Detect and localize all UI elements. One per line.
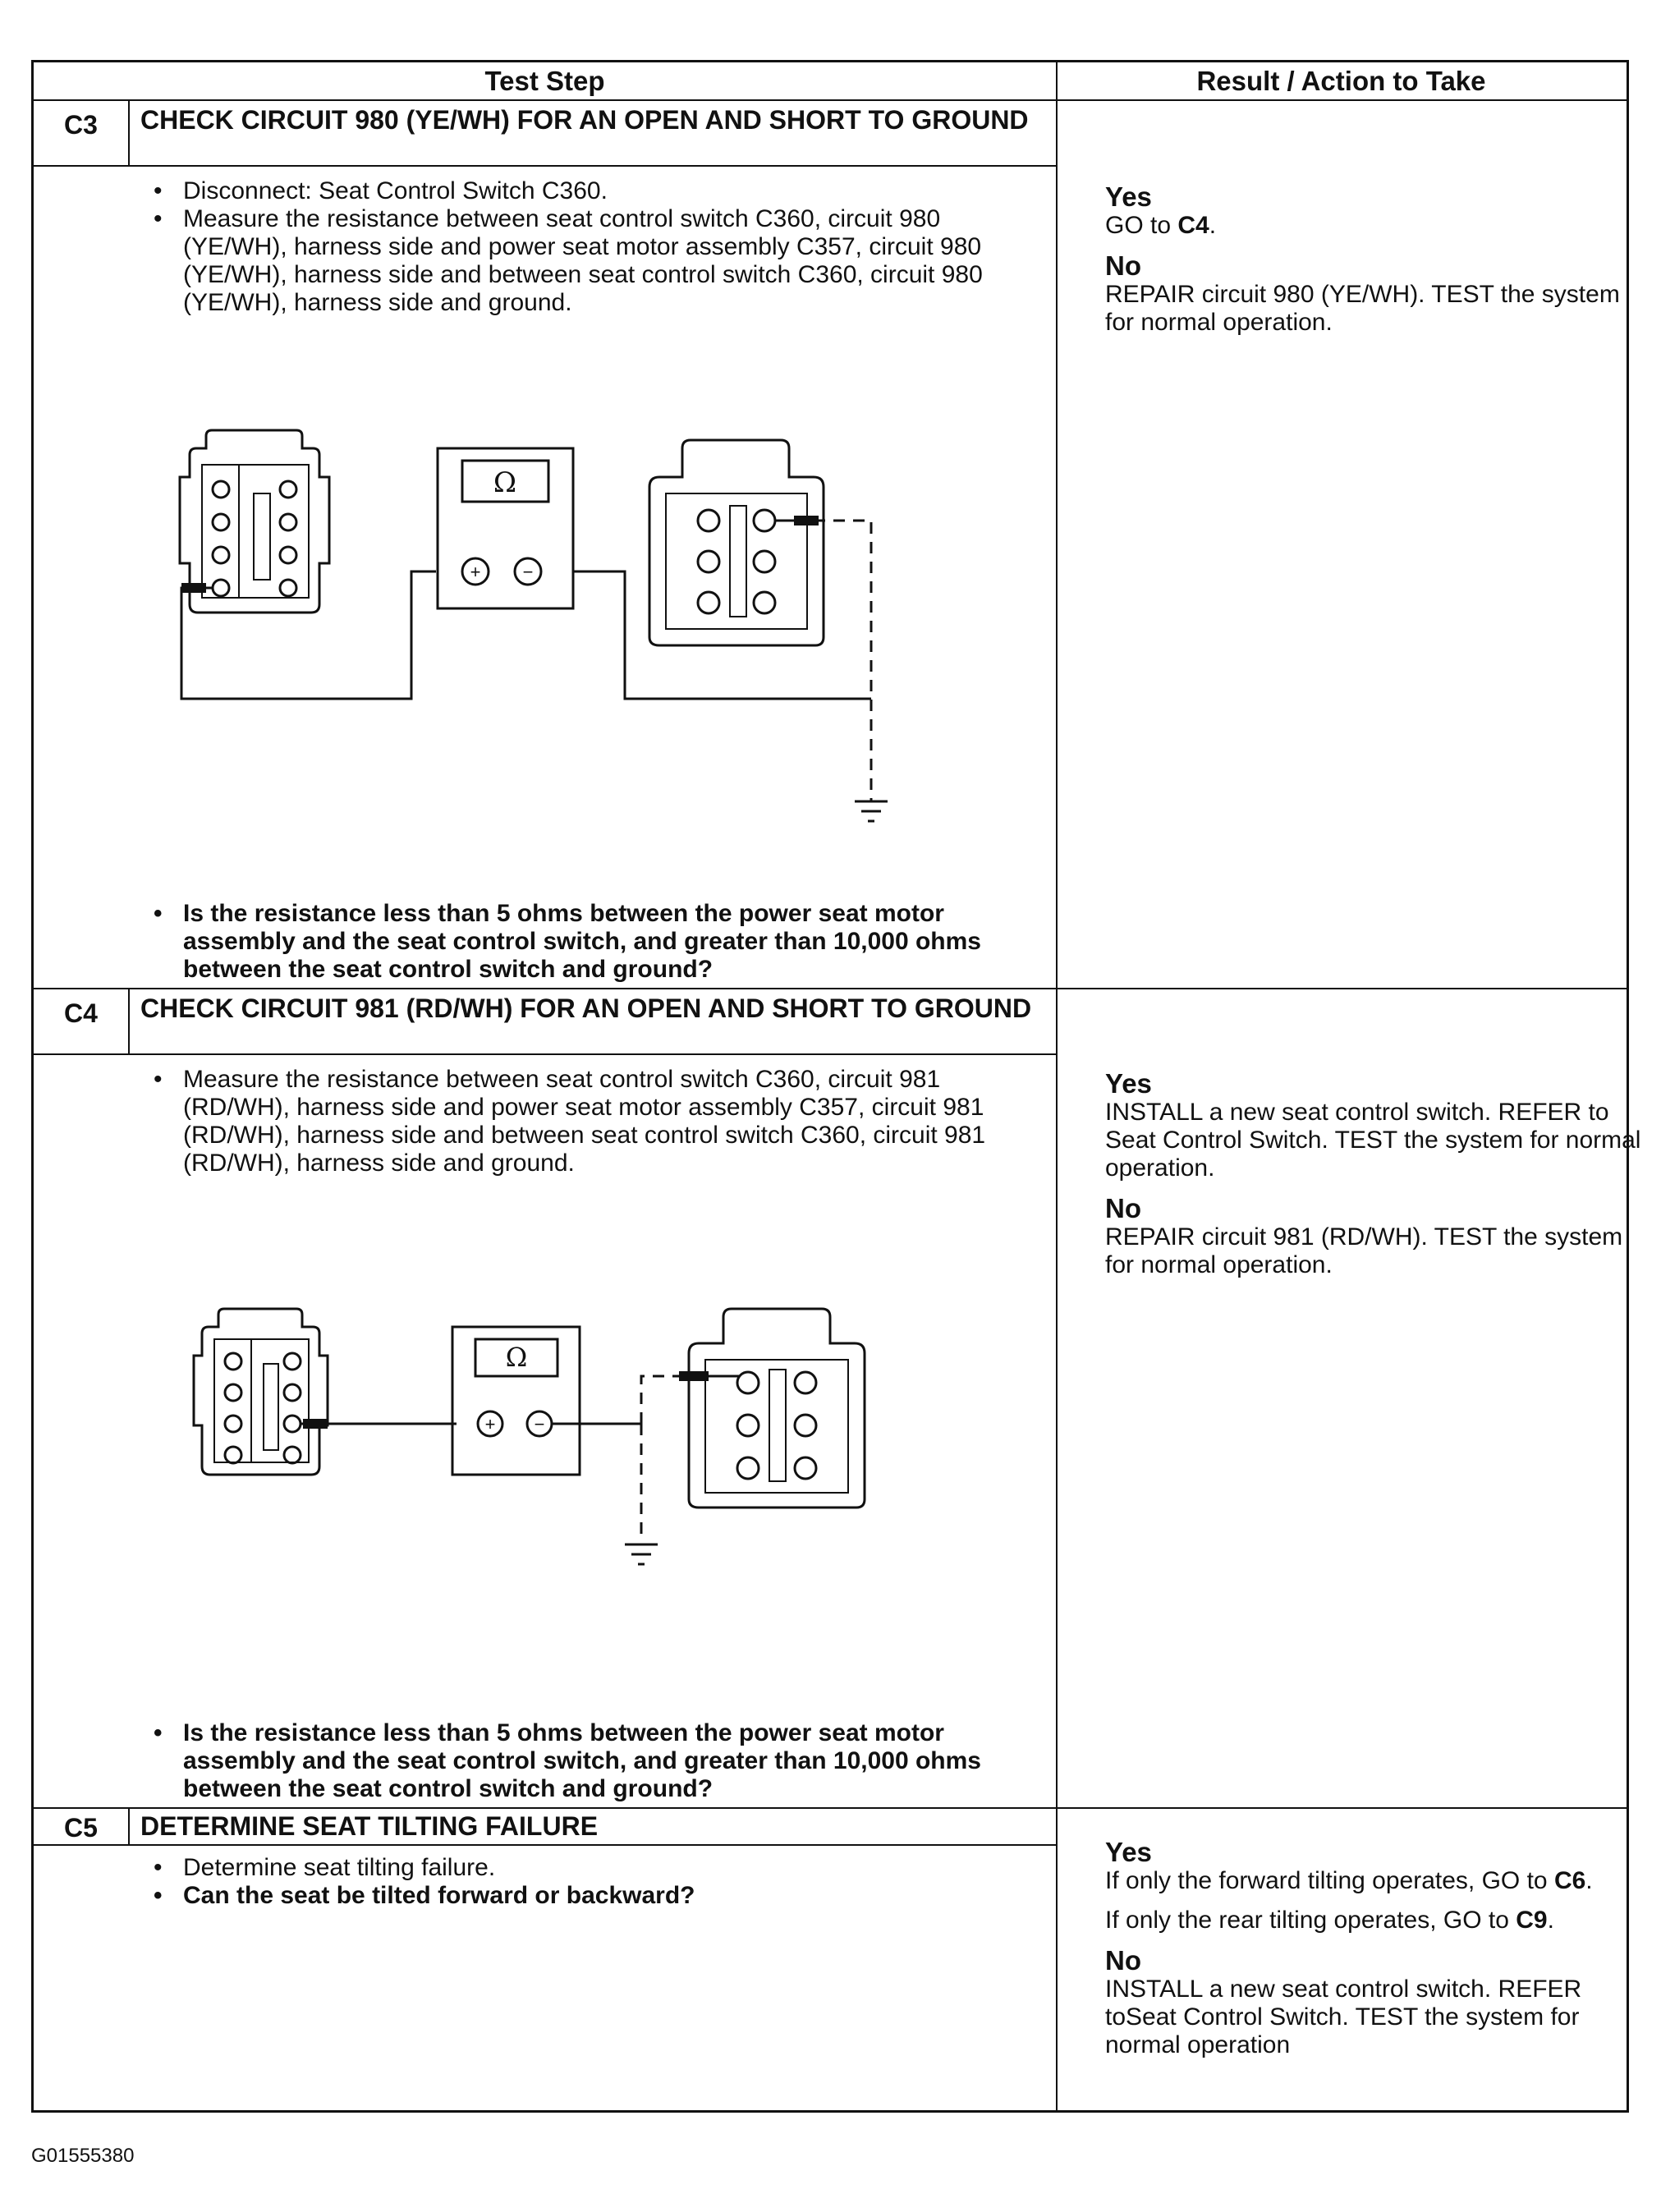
id-divider-c5 [128,1807,130,1844]
question-item: • Is the resistance less than 5 ohms between the power seat motor assembly and the seat control switch, and greater than 10,000 ohms between the seat control switch and ground? [140,1719,1035,1803]
step-link-c4[interactable]: C4 [1177,212,1209,239]
header-divider [34,99,1627,101]
header-result-action: Result / Action to Take [1196,66,1486,96]
no-action: INSTALL a new seat control switch. REFER toSeat Control Switch. TEST the system for normal operation [1105,1976,1582,2058]
step-id-c3: C3 [64,110,98,140]
result-c3 [1105,171,1655,337]
step-instructions-c3 [140,177,1035,317]
id-divider-c3 [128,99,130,165]
figure-code: G01555380 [31,2145,135,2167]
header-test-step: Test Step [484,66,605,96]
no-action: REPAIR circuit 981 (RD/WH). TEST the system for normal operation. [1105,1223,1623,1278]
instruction-item: • Measure the resistance between seat control switch C360, circuit 980 (YE/WH), harness side and power seat motor assembly C357, circuit 980 (YE/WH), harness side and between seat control switch C360, circuit 980 (YE/WH), harness side and ground. [140,205,1035,317]
step-instructions-c5 [140,1854,1035,1910]
yes-action: INSTALL a new seat control switch. REFER to Seat Control Switch. TEST the system for normal operation. [1105,1099,1641,1182]
result-c5 [1105,1826,1655,2059]
row-divider-c4-c5 [34,1807,1627,1809]
yes-action-forward: If only the forward tilting operates, GO to C6. [1105,1867,1593,1894]
result-c4 [1105,1058,1655,1279]
step-id-c5: C5 [64,1813,98,1843]
column-divider [1056,62,1058,2110]
question-item: • Can the seat be tilted forward or backward? [140,1882,1035,1910]
instruction-item: • Measure the resistance between seat control switch C360, circuit 981 (RD/WH), harness side and power seat motor assembly C357, circuit 981 (RD/WH), harness side and between seat control switch C360, circuit 981 (RD/WH), harness side and ground. [140,1066,1035,1177]
instruction-item: • Disconnect: Seat Control Switch C360. [140,177,1035,205]
step-link-c6[interactable]: C6 [1553,1867,1586,1894]
step-title-c4: CHECK CIRCUIT 981 (RD/WH) FOR AN OPEN AND SHORT TO GROUND [140,994,1032,1023]
svg-text:−: − [534,1414,545,1434]
svg-text:−: − [522,562,534,582]
step-title-c5: DETERMINE SEAT TILTING FAILURE [140,1811,599,1841]
instruction-item: • Determine seat tilting failure. [140,1854,1035,1882]
step-question-c4 [140,1719,1035,1803]
step-question-c3 [140,900,1035,984]
ohm-symbol-c3: Ω [493,466,517,499]
test-step-table [31,60,1641,2113]
step-title-c3: CHECK CIRCUIT 980 (YE/WH) FOR AN OPEN AND SHORT TO GROUND [140,105,1029,135]
title-divider-c4 [34,1053,1056,1055]
yes-label: Yes [1105,1068,1152,1099]
no-label: No [1105,250,1141,281]
id-divider-c4 [128,988,130,1053]
wiring-diagram-c4 [181,1294,904,1639]
step-instructions-c4 [140,1066,1035,1177]
no-label: No [1105,1945,1141,1976]
step-id-c4: C4 [64,998,98,1028]
yes-action: GO to C4. [1105,212,1217,239]
wiring-diagram-c3 [157,415,912,867]
title-divider-c5 [34,1844,1056,1846]
no-action: REPAIR circuit 980 (YE/WH). TEST the system for normal operation. [1105,281,1620,336]
step-link-c9[interactable]: C9 [1516,1907,1548,1934]
svg-text:+: + [484,1414,496,1434]
title-divider-c3 [34,165,1056,167]
yes-action-rear: If only the rear tilting operates, GO to C9. [1105,1907,1554,1934]
svg-text:+: + [470,562,481,582]
yes-label: Yes [1105,181,1152,212]
yes-label: Yes [1105,1837,1152,1867]
ohm-symbol-c4: Ω [505,1342,528,1373]
no-label: No [1105,1193,1141,1223]
question-item: • Is the resistance less than 5 ohms between the power seat motor assembly and the seat control switch, and greater than 10,000 ohms between the seat control switch and ground? [140,900,1035,984]
row-divider-c3-c4 [34,988,1627,989]
